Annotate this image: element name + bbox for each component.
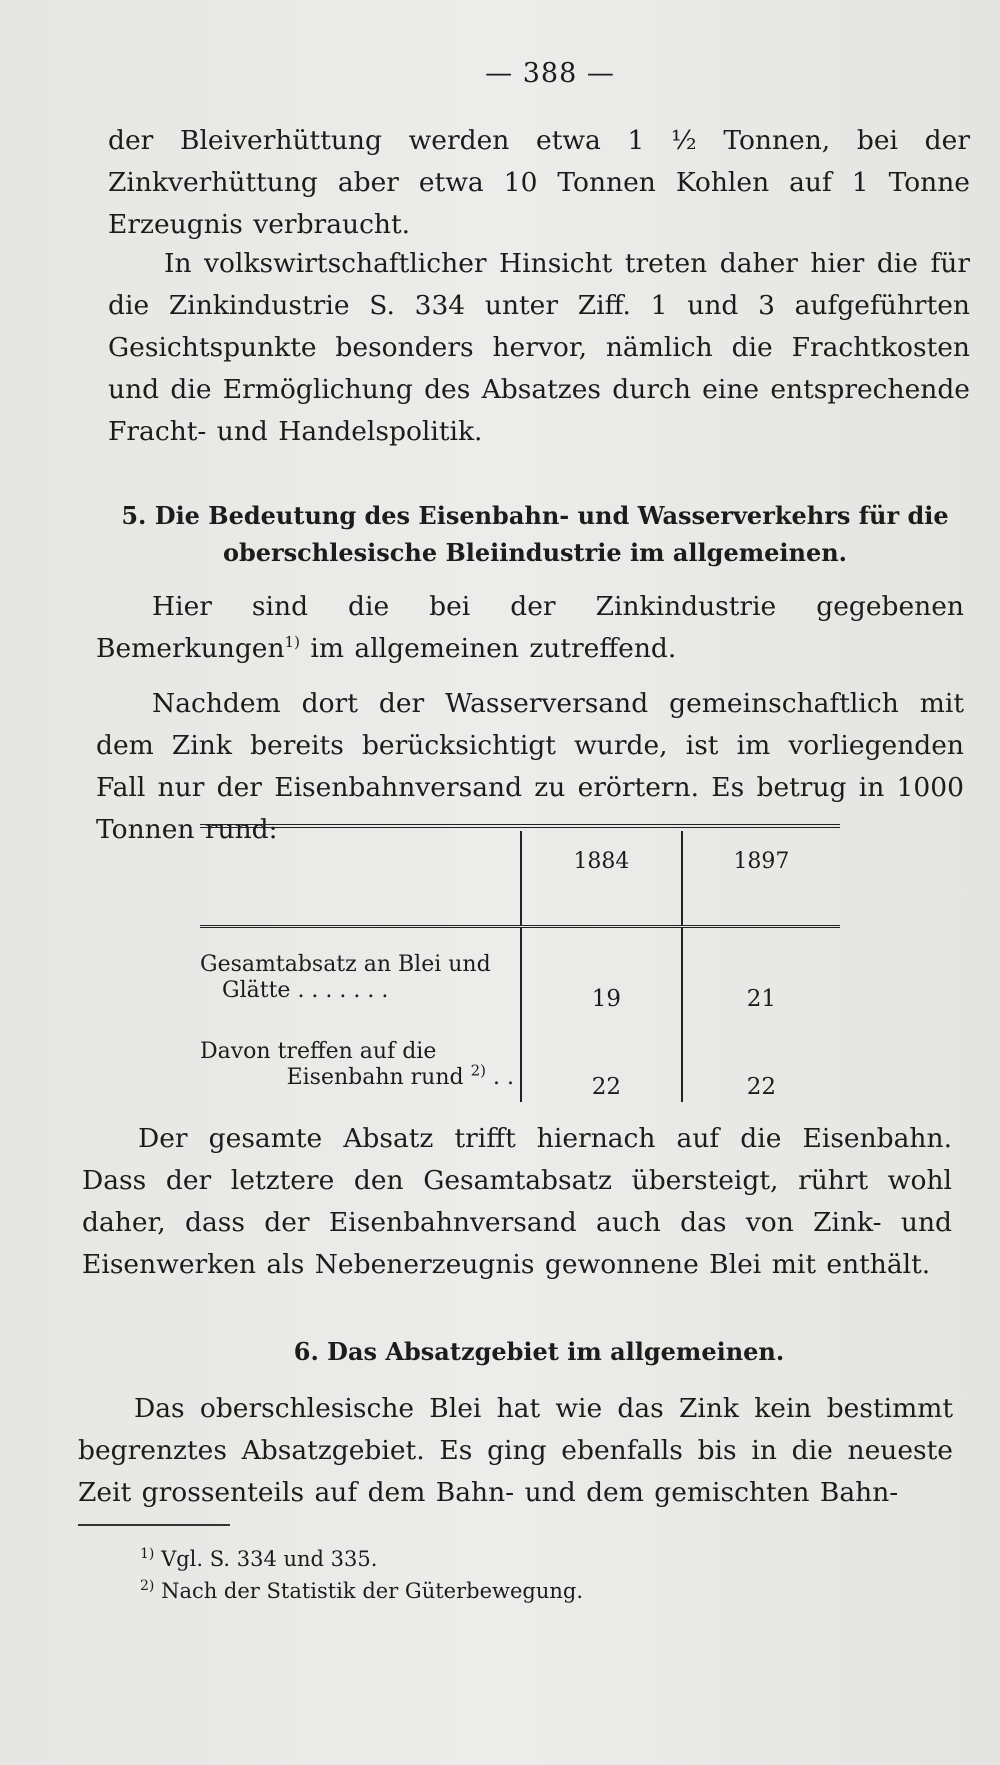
row-label-line: Gesamtabsatz an Blei und <box>200 952 491 977</box>
section-heading-5 <box>100 497 970 571</box>
paragraph-text: Der gesamte Absatz trifft hiernach auf die Eisenbahn. Dass der letztere den Gesamtabsatz übersteigt, rührt wohl daher, dass der Eisenbahnversand auch das von Zink- und Eisenwerken als Nebenerzeugnis gewonnene Blei mit enthält. <box>82 1123 952 1280</box>
footnote-text: Vgl. S. 334 und 335. <box>161 1547 378 1571</box>
paragraph <box>82 1118 952 1286</box>
footnote-mark: 2) <box>140 1578 155 1594</box>
paragraph-text: Das oberschlesische Blei hat wie das Zink kein bestimmt begrenztes Absatzgebiet. Es ging ebenfalls bis in die neueste Zeit grossenteils auf dem Bahn- und dem gemischten Bahn- <box>78 1393 953 1508</box>
table-row-label <box>200 1014 521 1102</box>
table-cell: 22 <box>521 1014 682 1102</box>
table-row <box>200 1014 840 1102</box>
section-heading-6 <box>108 1333 970 1370</box>
section-heading-text: 6. Das Absatzgebiet im allgemeinen. <box>293 1337 785 1366</box>
table-cell: 19 <box>521 927 682 1015</box>
page-number: — 388 — <box>485 58 615 89</box>
paragraph <box>108 243 970 453</box>
table-header-blank <box>200 831 521 927</box>
table-cell: 21 <box>682 927 840 1015</box>
paragraph-text: der Bleiverhüttung werden etwa 1 ½ Tonnen, bei der Zinkverhüttung aber etwa 10 Tonnen Kohlen auf 1 Tonne Erzeugnis verbraucht. <box>108 125 970 240</box>
paragraph-text-part: Hier sind die bei der Zinkindustrie gegebenen Bemerkungen <box>96 591 964 664</box>
paragraph-text: In volkswirtschaftlicher Hinsicht treten daher hier die für die Zinkindustrie S. 334 unter Ziff. 1 und 3 aufgeführten Gesichtspunkte besonders hervor, nämlich die Frachtkosten und die Ermöglichung des Absatzes durch eine entsprechende Fracht- und Handelspolitik. <box>108 248 970 447</box>
row-label-dots: . . . . . . . <box>297 978 389 1003</box>
footnote <box>140 1543 840 1575</box>
footnote-mark: 1) <box>140 1546 155 1562</box>
paragraph <box>108 120 970 246</box>
paragraph-text <box>96 586 964 670</box>
row-label-text: Eisenbahn rund <box>286 1065 464 1090</box>
footnote-reference: 1) <box>284 633 300 652</box>
paragraph <box>96 586 964 670</box>
row-label-line <box>200 978 520 1004</box>
shipment-table <box>200 824 840 1102</box>
row-label-line: Davon treffen auf die <box>200 1039 437 1064</box>
table-row <box>200 927 840 1015</box>
paragraph-text: Nachdem dort der Wasserversand gemeinschaftlich mit dem Zink bereits berücksichtigt wurde, ist im vorliegenden Fall nur der Eisenbahnversand zu erörtern. Es betrug in 1000 Tonnen rund: <box>96 688 964 845</box>
table-cell: 22 <box>682 1014 840 1102</box>
footnote <box>140 1575 840 1607</box>
section-heading-text: 5. Die Bedeutung des Eisenbahn- und Wasserverkehrs für die oberschlesische Bleiindustrie im allgemeinen. <box>121 501 949 567</box>
paragraph <box>78 1388 953 1514</box>
table-header-year: 1897 <box>682 831 840 927</box>
table-header-year: 1884 <box>521 831 682 927</box>
table-header-row <box>200 831 840 927</box>
row-label-dots: . . <box>493 1065 514 1090</box>
footnote-text: Nach der Statistik der Güterbewegung. <box>161 1579 584 1603</box>
paragraph-text-part: im allgemeinen zutreffend. <box>299 633 677 664</box>
row-label-line <box>200 1061 520 1091</box>
footnote-reference: 2) <box>470 1061 487 1080</box>
row-label-text: Glätte <box>222 978 291 1003</box>
table-row-label <box>200 927 521 1015</box>
footnote-divider <box>78 1524 230 1526</box>
footnotes <box>140 1543 840 1607</box>
